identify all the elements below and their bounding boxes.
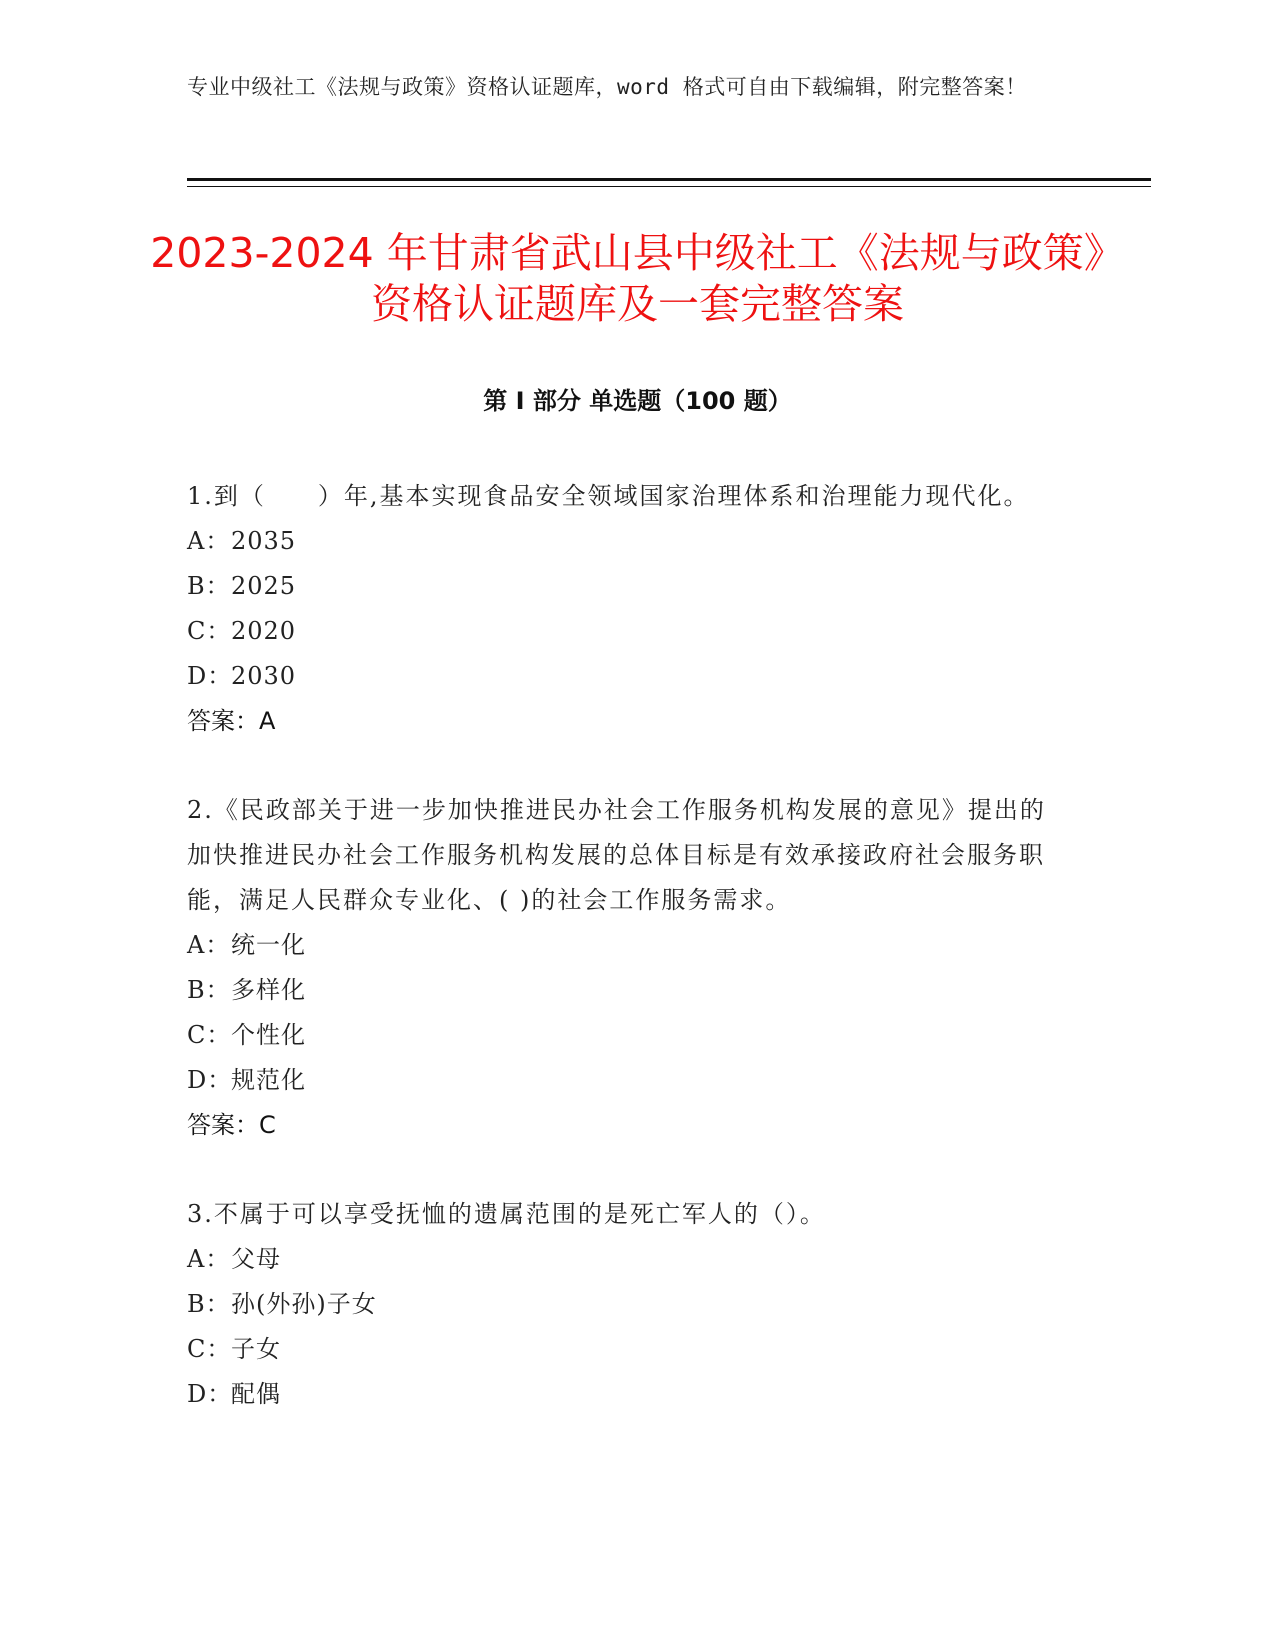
option-key: A： (187, 527, 231, 555)
option-c (187, 1327, 1067, 1372)
option-d (187, 654, 1067, 699)
option-a (187, 1237, 1067, 1282)
option-text: 2025 (231, 572, 297, 600)
option-text: 配偶 (231, 1380, 281, 1408)
question-3 (187, 1192, 1067, 1417)
option-text: 2020 (231, 617, 297, 645)
option-list (187, 1237, 1067, 1417)
header-divider-thin (187, 186, 1151, 187)
option-b (187, 968, 1067, 1013)
option-key: B： (187, 572, 231, 600)
answer-line: 答案：C (187, 1111, 276, 1139)
option-d (187, 1372, 1067, 1417)
option-a (187, 923, 1067, 968)
option-list (187, 519, 1067, 699)
question-stem: 2.《民政部关于进一步加快推进民办社会工作服务机构发展的意见》提出的加快推进民办社会工作服务机构发展的总体目标是有效承接政府社会服务职能，满足人民群众专业化、( )的社会工作服务需求。 (187, 796, 1046, 914)
option-c (187, 1013, 1067, 1058)
option-a (187, 519, 1067, 564)
question-list (187, 474, 1067, 1461)
option-list (187, 923, 1067, 1103)
option-key: A： (187, 931, 231, 959)
option-text: 子女 (231, 1335, 281, 1363)
option-text: 规范化 (231, 1066, 306, 1094)
option-key: A： (187, 1245, 231, 1273)
option-key: C： (187, 617, 232, 645)
question-2 (187, 788, 1067, 1148)
section-heading: 第 I 部分 单选题（100 题） (483, 387, 792, 415)
option-text: 父母 (231, 1245, 281, 1273)
option-key: B： (187, 976, 231, 1004)
question-stem: 1.到（ ）年,基本实现食品安全领域国家治理体系和治理能力现代化。 (187, 482, 1030, 510)
option-key: C： (187, 1335, 232, 1363)
header-note: 专业中级社工《法规与政策》资格认证题库，word 格式可自由下载编辑，附完整答案！ (187, 75, 1027, 99)
option-text: 2035 (231, 527, 297, 555)
option-key: B： (187, 1290, 231, 1318)
question-stem: 3.不属于可以享受抚恤的遗属范围的是死亡军人的（）。 (187, 1200, 826, 1228)
question-1 (187, 474, 1067, 744)
header-divider-thick (187, 178, 1151, 181)
option-text: 孙(外孙)子女 (231, 1290, 377, 1318)
option-text: 统一化 (231, 931, 306, 959)
option-text: 多样化 (231, 976, 306, 1004)
option-c (187, 609, 1067, 654)
option-text: 2030 (231, 662, 297, 690)
document-title: 2023-2024 年甘肃省武山县中级社工《法规与政策》资格认证题库及一套完整答案 (150, 229, 1125, 328)
option-key: D： (187, 662, 233, 690)
answer-line: 答案：A (187, 707, 276, 735)
option-key: D： (187, 1066, 233, 1094)
option-key: D： (187, 1380, 233, 1408)
option-text: 个性化 (231, 1021, 306, 1049)
option-key: C： (187, 1021, 232, 1049)
option-d (187, 1058, 1067, 1103)
option-b (187, 564, 1067, 609)
option-b (187, 1282, 1067, 1327)
